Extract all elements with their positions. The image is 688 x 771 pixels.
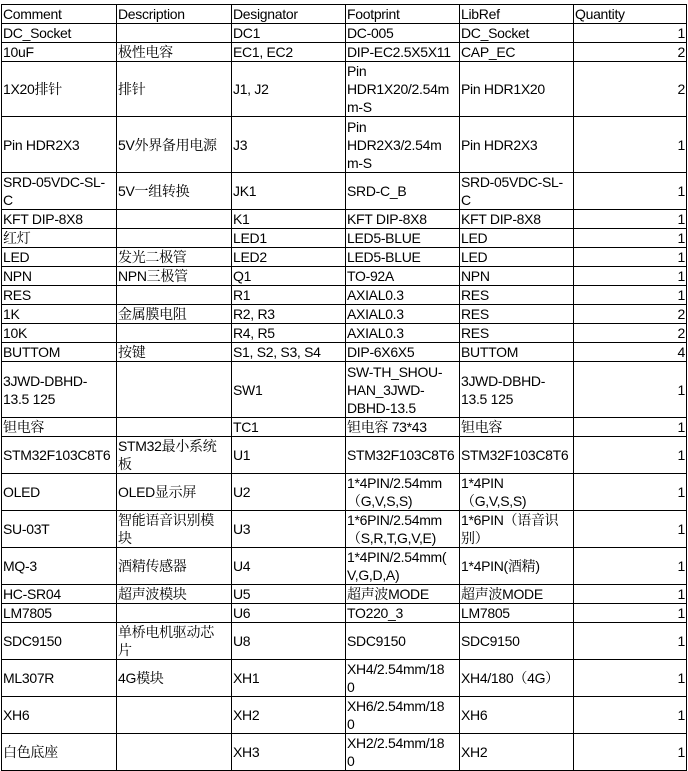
cell-designator[interactable]: U8 — [232, 623, 346, 660]
cell-designator[interactable]: J3 — [232, 117, 346, 173]
cell-designator[interactable]: U1 — [232, 437, 346, 474]
cell-footprint[interactable]: XH4/2.54mm/18 0 — [346, 660, 460, 697]
cell-description[interactable]: 单桥电机驱动芯 片 — [117, 623, 232, 660]
cell-designator[interactable]: TC1 — [232, 418, 346, 437]
cell-footprint[interactable]: DC-005 — [346, 24, 460, 43]
cell-libref[interactable]: XH2 — [460, 734, 574, 771]
cell-quantity[interactable]: 1 — [574, 418, 687, 437]
table-row — [2, 623, 687, 660]
cell-libref[interactable]: 钽电容 — [460, 418, 574, 437]
column-header-footprint[interactable]: Footprint — [346, 5, 460, 24]
cell-description[interactable]: 发光二极管 — [117, 248, 232, 267]
cell-description[interactable]: 超声波模块 — [117, 585, 232, 604]
column-header-description[interactable]: Description — [117, 5, 232, 24]
cell-designator[interactable]: U4 — [232, 548, 346, 585]
cell-description[interactable] — [117, 734, 232, 771]
cell-footprint[interactable]: STM32F103C8T6 — [346, 437, 460, 474]
cell-comment[interactable]: 1X20排针 — [2, 62, 117, 117]
table-row — [2, 210, 687, 229]
cell-quantity[interactable]: 1 — [574, 437, 687, 474]
table-row — [2, 248, 687, 267]
cell-libref[interactable]: NPN — [460, 267, 574, 286]
cell-description[interactable]: 按键 — [117, 343, 232, 362]
cell-comment[interactable]: HC-SR04 — [2, 585, 117, 604]
cell-libref[interactable]: STM32F103C8T6 — [460, 437, 574, 474]
cell-comment[interactable]: LM7805 — [2, 604, 117, 623]
cell-footprint[interactable]: TO-92A — [346, 267, 460, 286]
cell-quantity[interactable]: 1 — [574, 210, 687, 229]
cell-description[interactable] — [117, 362, 232, 418]
cell-libref[interactable]: BUTTOM — [460, 343, 574, 362]
cell-description[interactable]: 金属膜电阻 — [117, 305, 232, 324]
cell-quantity[interactable]: 1 — [574, 286, 687, 305]
cell-comment[interactable]: LED — [2, 248, 117, 267]
cell-comment[interactable]: 白色底座 — [2, 734, 117, 771]
cell-footprint[interactable]: XH6/2.54mm/18 0 — [346, 697, 460, 734]
cell-comment[interactable]: 10K — [2, 324, 117, 343]
table-row — [2, 697, 687, 734]
header-row — [2, 5, 687, 24]
cell-libref[interactable]: 3JWD-DBHD- 13.5 125 — [460, 362, 574, 418]
cell-footprint[interactable]: DIP-6X6X5 — [346, 343, 460, 362]
cell-description[interactable] — [117, 210, 232, 229]
cell-libref[interactable]: Pin HDR2X3 — [460, 117, 574, 173]
cell-designator[interactable]: U5 — [232, 585, 346, 604]
cell-comment[interactable]: 10uF — [2, 43, 117, 62]
cell-quantity[interactable]: 1 — [574, 623, 687, 660]
table-row — [2, 324, 687, 343]
cell-description[interactable]: STM32最小系统 板 — [117, 437, 232, 474]
table-row — [2, 437, 687, 474]
cell-quantity[interactable]: 1 — [574, 548, 687, 585]
cell-footprint[interactable]: SRD-C_B — [346, 173, 460, 210]
cell-description[interactable]: 排针 — [117, 62, 232, 117]
cell-comment[interactable]: 3JWD-DBHD- 13.5 125 — [2, 362, 117, 418]
cell-comment[interactable]: 红灯 — [2, 229, 117, 248]
cell-libref[interactable]: LED — [460, 248, 574, 267]
cell-footprint[interactable]: KFT DIP-8X8 — [346, 210, 460, 229]
table-row — [2, 660, 687, 697]
cell-footprint[interactable]: 1*4PIN/2.54mm （G,V,S,S) — [346, 474, 460, 511]
cell-description[interactable]: 4G模块 — [117, 660, 232, 697]
cell-designator[interactable]: U3 — [232, 511, 346, 548]
cell-description[interactable]: 智能语音识别模 块 — [117, 511, 232, 548]
table-row — [2, 585, 687, 604]
cell-quantity[interactable]: 1 — [574, 362, 687, 418]
cell-designator[interactable]: DC1 — [232, 24, 346, 43]
column-header-quantity[interactable]: Quantity — [574, 5, 687, 24]
cell-comment[interactable]: XH6 — [2, 697, 117, 734]
cell-quantity[interactable]: 1 — [574, 229, 687, 248]
cell-designator[interactable]: U6 — [232, 604, 346, 623]
cell-designator[interactable]: K1 — [232, 210, 346, 229]
cell-comment[interactable]: 钽电容 — [2, 418, 117, 437]
cell-designator[interactable]: LED1 — [232, 229, 346, 248]
cell-comment[interactable]: NPN — [2, 267, 117, 286]
cell-libref[interactable]: SDC9150 — [460, 623, 574, 660]
cell-comment[interactable]: ML307R — [2, 660, 117, 697]
cell-libref[interactable]: 1*6PIN（语音识 别） — [460, 511, 574, 548]
cell-comment[interactable]: SDC9150 — [2, 623, 117, 660]
cell-comment[interactable]: KFT DIP-8X8 — [2, 210, 117, 229]
cell-designator[interactable]: JK1 — [232, 173, 346, 210]
cell-footprint[interactable]: XH2/2.54mm/18 0 — [346, 734, 460, 771]
cell-comment[interactable]: RES — [2, 286, 117, 305]
cell-quantity[interactable]: 2 — [574, 43, 687, 62]
cell-designator[interactable]: R2, R3 — [232, 305, 346, 324]
cell-comment[interactable]: SRD-05VDC-SL- C — [2, 173, 117, 210]
cell-libref[interactable]: DC_Socket — [460, 24, 574, 43]
cell-designator[interactable]: XH1 — [232, 660, 346, 697]
table-row — [2, 511, 687, 548]
cell-description[interactable] — [117, 286, 232, 305]
cell-footprint[interactable]: 1*6PIN/2.54mm （S,R,T,G,V,E) — [346, 511, 460, 548]
table-row — [2, 474, 687, 511]
column-header-designator[interactable]: Designator — [232, 5, 346, 24]
table-row — [2, 286, 687, 305]
cell-footprint[interactable]: 钽电容 73*43 — [346, 418, 460, 437]
cell-footprint[interactable]: AXIAL0.3 — [346, 324, 460, 343]
cell-comment[interactable]: STM32F103C8T6 — [2, 437, 117, 474]
cell-footprint[interactable]: AXIAL0.3 — [346, 286, 460, 305]
cell-footprint[interactable]: DIP-EC2.5X5X11 — [346, 43, 460, 62]
cell-footprint[interactable]: Pin HDR1X20/2.54m m-S — [346, 62, 460, 117]
table-row — [2, 173, 687, 210]
cell-designator[interactable]: Q1 — [232, 267, 346, 286]
cell-quantity[interactable]: 4 — [574, 343, 687, 362]
cell-description[interactable]: NPN三极管 — [117, 267, 232, 286]
cell-description[interactable]: 酒精传感器 — [117, 548, 232, 585]
cell-quantity[interactable]: 1 — [574, 697, 687, 734]
cell-description[interactable]: 5V一组转换 — [117, 173, 232, 210]
cell-libref[interactable]: RES — [460, 305, 574, 324]
cell-footprint[interactable]: LED5-BLUE — [346, 248, 460, 267]
cell-libref[interactable]: RES — [460, 324, 574, 343]
cell-description[interactable] — [117, 697, 232, 734]
table-row — [2, 24, 687, 43]
cell-designator[interactable]: U2 — [232, 474, 346, 511]
cell-quantity[interactable]: 1 — [574, 604, 687, 623]
cell-footprint[interactable]: TO220_3 — [346, 604, 460, 623]
cell-quantity[interactable]: 1 — [574, 474, 687, 511]
cell-designator[interactable]: XH2 — [232, 697, 346, 734]
cell-designator[interactable]: R4, R5 — [232, 324, 346, 343]
cell-libref[interactable]: 1*4PIN(酒精) — [460, 548, 574, 585]
cell-comment[interactable]: Pin HDR2X3 — [2, 117, 117, 173]
cell-quantity[interactable]: 1 — [574, 734, 687, 771]
bom-table — [1, 4, 687, 771]
cell-quantity[interactable]: 1 — [574, 511, 687, 548]
table-row — [2, 267, 687, 286]
cell-description[interactable] — [117, 24, 232, 43]
cell-quantity[interactable]: 2 — [574, 305, 687, 324]
cell-libref[interactable]: 超声波MODE — [460, 585, 574, 604]
cell-comment[interactable]: DC_Socket — [2, 24, 117, 43]
cell-quantity[interactable]: 1 — [574, 248, 687, 267]
cell-libref[interactable]: SRD-05VDC-SL- C — [460, 173, 574, 210]
cell-libref[interactable]: Pin HDR1X20 — [460, 62, 574, 117]
column-header-libref[interactable]: LibRef — [460, 5, 574, 24]
cell-footprint[interactable]: LED5-BLUE — [346, 229, 460, 248]
cell-comment[interactable]: SU-03T — [2, 511, 117, 548]
cell-description[interactable]: 5V外界备用电源 — [117, 117, 232, 173]
cell-footprint[interactable]: SDC9150 — [346, 623, 460, 660]
cell-description[interactable] — [117, 418, 232, 437]
cell-designator[interactable]: XH3 — [232, 734, 346, 771]
cell-quantity[interactable]: 1 — [574, 585, 687, 604]
cell-designator[interactable]: SW1 — [232, 362, 346, 418]
cell-libref[interactable]: KFT DIP-8X8 — [460, 210, 574, 229]
table-row — [2, 362, 687, 418]
cell-designator[interactable]: LED2 — [232, 248, 346, 267]
cell-libref[interactable]: XH4/180（4G） — [460, 660, 574, 697]
cell-quantity[interactable]: 1 — [574, 660, 687, 697]
cell-quantity[interactable]: 1 — [574, 117, 687, 173]
cell-description[interactable] — [117, 229, 232, 248]
cell-comment[interactable]: OLED — [2, 474, 117, 511]
table-row — [2, 734, 687, 771]
table-row — [2, 418, 687, 437]
table-row — [2, 229, 687, 248]
table-row — [2, 604, 687, 623]
cell-quantity[interactable]: 2 — [574, 62, 687, 117]
column-header-comment[interactable]: Comment — [2, 5, 117, 24]
cell-quantity[interactable]: 2 — [574, 324, 687, 343]
table-row — [2, 305, 687, 324]
cell-description[interactable]: 极性电容 — [117, 43, 232, 62]
cell-libref[interactable]: RES — [460, 286, 574, 305]
cell-comment[interactable]: MQ-3 — [2, 548, 117, 585]
cell-designator[interactable]: S1, S2, S3, S4 — [232, 343, 346, 362]
cell-comment[interactable]: 1K — [2, 305, 117, 324]
table-row — [2, 43, 687, 62]
cell-libref[interactable]: XH6 — [460, 697, 574, 734]
cell-quantity[interactable]: 1 — [574, 267, 687, 286]
cell-libref[interactable]: CAP_EC — [460, 43, 574, 62]
cell-description[interactable] — [117, 604, 232, 623]
cell-quantity[interactable]: 1 — [574, 24, 687, 43]
cell-comment[interactable]: BUTTOM — [2, 343, 117, 362]
cell-description[interactable] — [117, 324, 232, 343]
cell-footprint[interactable]: 1*4PIN/2.54mm( V,G,D,A) — [346, 548, 460, 585]
cell-footprint[interactable]: Pin HDR2X3/2.54m m-S — [346, 117, 460, 173]
cell-designator[interactable]: R1 — [232, 286, 346, 305]
cell-description[interactable]: OLED显示屏 — [117, 474, 232, 511]
table-row — [2, 343, 687, 362]
cell-footprint[interactable]: 超声波MODE — [346, 585, 460, 604]
cell-designator[interactable]: J1, J2 — [232, 62, 346, 117]
cell-libref[interactable]: 1*4PIN （G,V,S,S) — [460, 474, 574, 511]
cell-designator[interactable]: EC1, EC2 — [232, 43, 346, 62]
cell-quantity[interactable]: 1 — [574, 173, 687, 210]
cell-footprint[interactable]: SW-TH_SHOU- HAN_3JWD- DBHD-13.5 — [346, 362, 460, 418]
cell-libref[interactable]: LED — [460, 229, 574, 248]
table-row — [2, 62, 687, 117]
table-row — [2, 548, 687, 585]
table-row — [2, 117, 687, 173]
cell-libref[interactable]: LM7805 — [460, 604, 574, 623]
cell-footprint[interactable]: AXIAL0.3 — [346, 305, 460, 324]
